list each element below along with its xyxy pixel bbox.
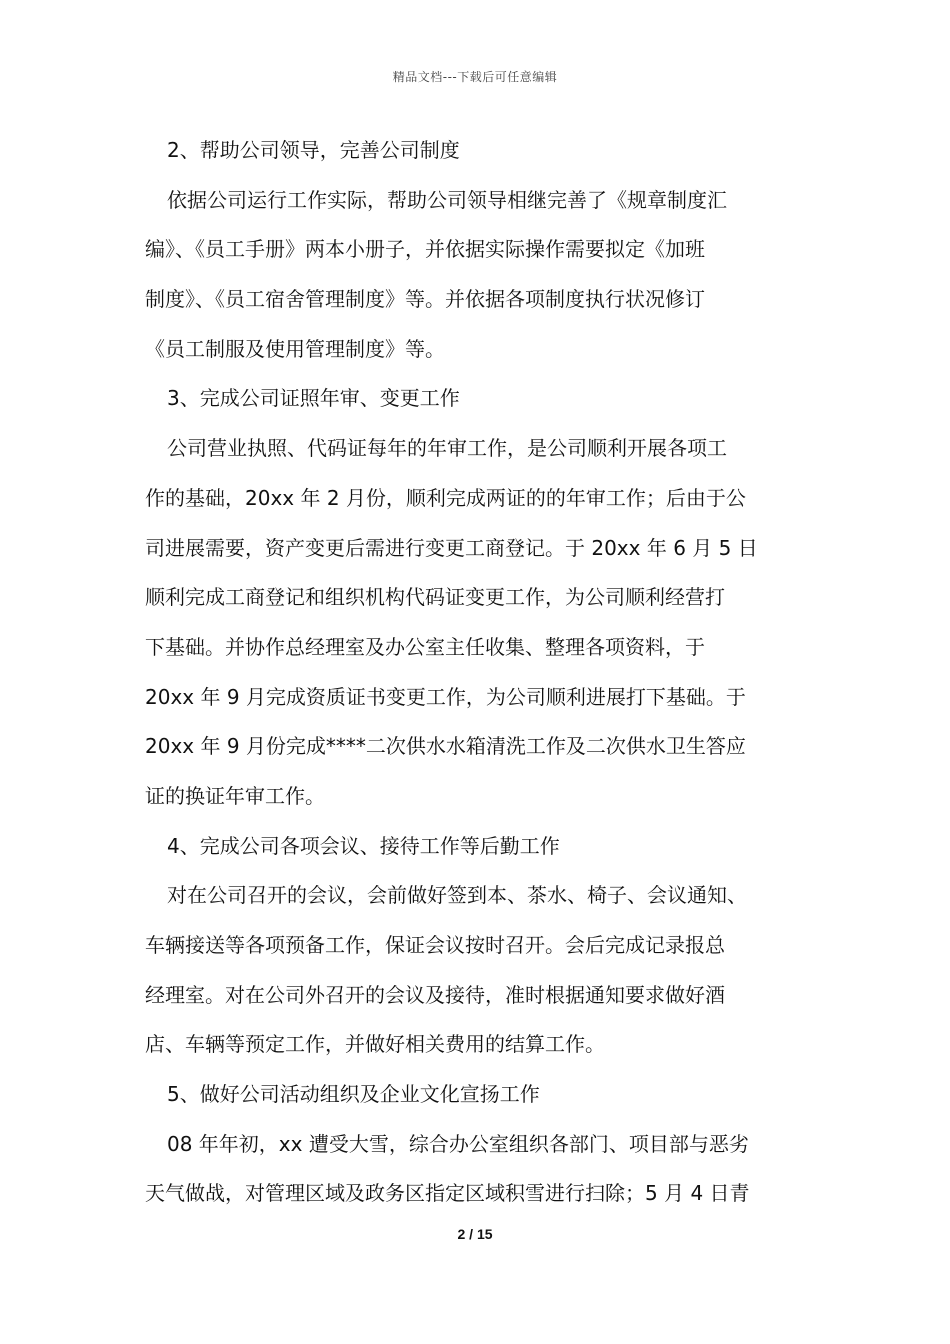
- paragraph-line: 20xx 年 9 月份完成****二次供水水箱清洗工作及二次供水卫生答应: [145, 734, 746, 759]
- page-header: 精品文档---下载后可任意编辑: [392, 70, 558, 84]
- paragraph-line: 经理室。对在公司外召开的会议及接待，准时根据通知要求做好酒: [145, 982, 725, 1007]
- paragraph-line: 顺利完成工商登记和组织机构代码证变更工作，为公司顺利经营打: [145, 585, 725, 610]
- paragraph-line: 证的换证年审工作。: [145, 783, 325, 808]
- paragraph-line: 天气做战，对管理区域及政务区指定区域积雪进行扫除；5 月 4 日青: [145, 1181, 750, 1206]
- paragraph-line: 《员工制服及使用管理制度》等。: [145, 336, 445, 361]
- section-heading: 2、帮助公司领导，完善公司制度: [167, 138, 460, 162]
- document-body: [145, 126, 805, 1219]
- paragraph-line: 20xx 年 9 月完成资质证书变更工作，为公司顺利进展打下基础。于: [145, 684, 746, 709]
- paragraph-line: 编》、《员工手册》两本小册子，并依据实际操作需要拟定《加班: [145, 237, 705, 262]
- section-heading: 5、做好公司活动组织及企业文化宣扬工作: [167, 1082, 540, 1107]
- paragraph-line: 下基础。并协作总经理室及办公室主任收集、整理各项资料，于: [145, 634, 705, 659]
- section-heading: 3、完成公司证照年审、变更工作: [167, 386, 460, 411]
- paragraph-line: 公司营业执照、代码证每年的年审工作，是公司顺利开展各项工: [167, 436, 727, 461]
- paragraph-line: 作的基础，20xx 年 2 月份，顺利完成两证的的年审工作；后由于公: [145, 485, 746, 510]
- paragraph-line: 司进展需要，资产变更后需进行变更工商登记。于 20xx 年 6 月 5 日: [145, 535, 758, 560]
- page-number: 2 / 15: [457, 1226, 493, 1242]
- paragraph-line: 08 年年初，xx 遭受大雪，综合办公室组织各部门、项目部与恶劣: [167, 1131, 749, 1156]
- paragraph-line: 对在公司召开的会议，会前做好签到本、茶水、椅子、会议通知、: [167, 883, 747, 908]
- section-heading: 4、完成公司各项会议、接待工作等后勤工作: [167, 833, 560, 858]
- paragraph-line: 店、车辆等预定工作，并做好相关费用的结算工作。: [145, 1032, 605, 1057]
- paragraph-line: 制度》、《员工宿舍管理制度》等。并依据各项制度执行状况修订: [145, 287, 705, 312]
- paragraph-line: 车辆接送等各项预备工作，保证会议按时召开。会后完成记录报总: [145, 933, 725, 957]
- paragraph-line: 依据公司运行工作实际，帮助公司领导相继完善了《规章制度汇: [167, 187, 727, 212]
